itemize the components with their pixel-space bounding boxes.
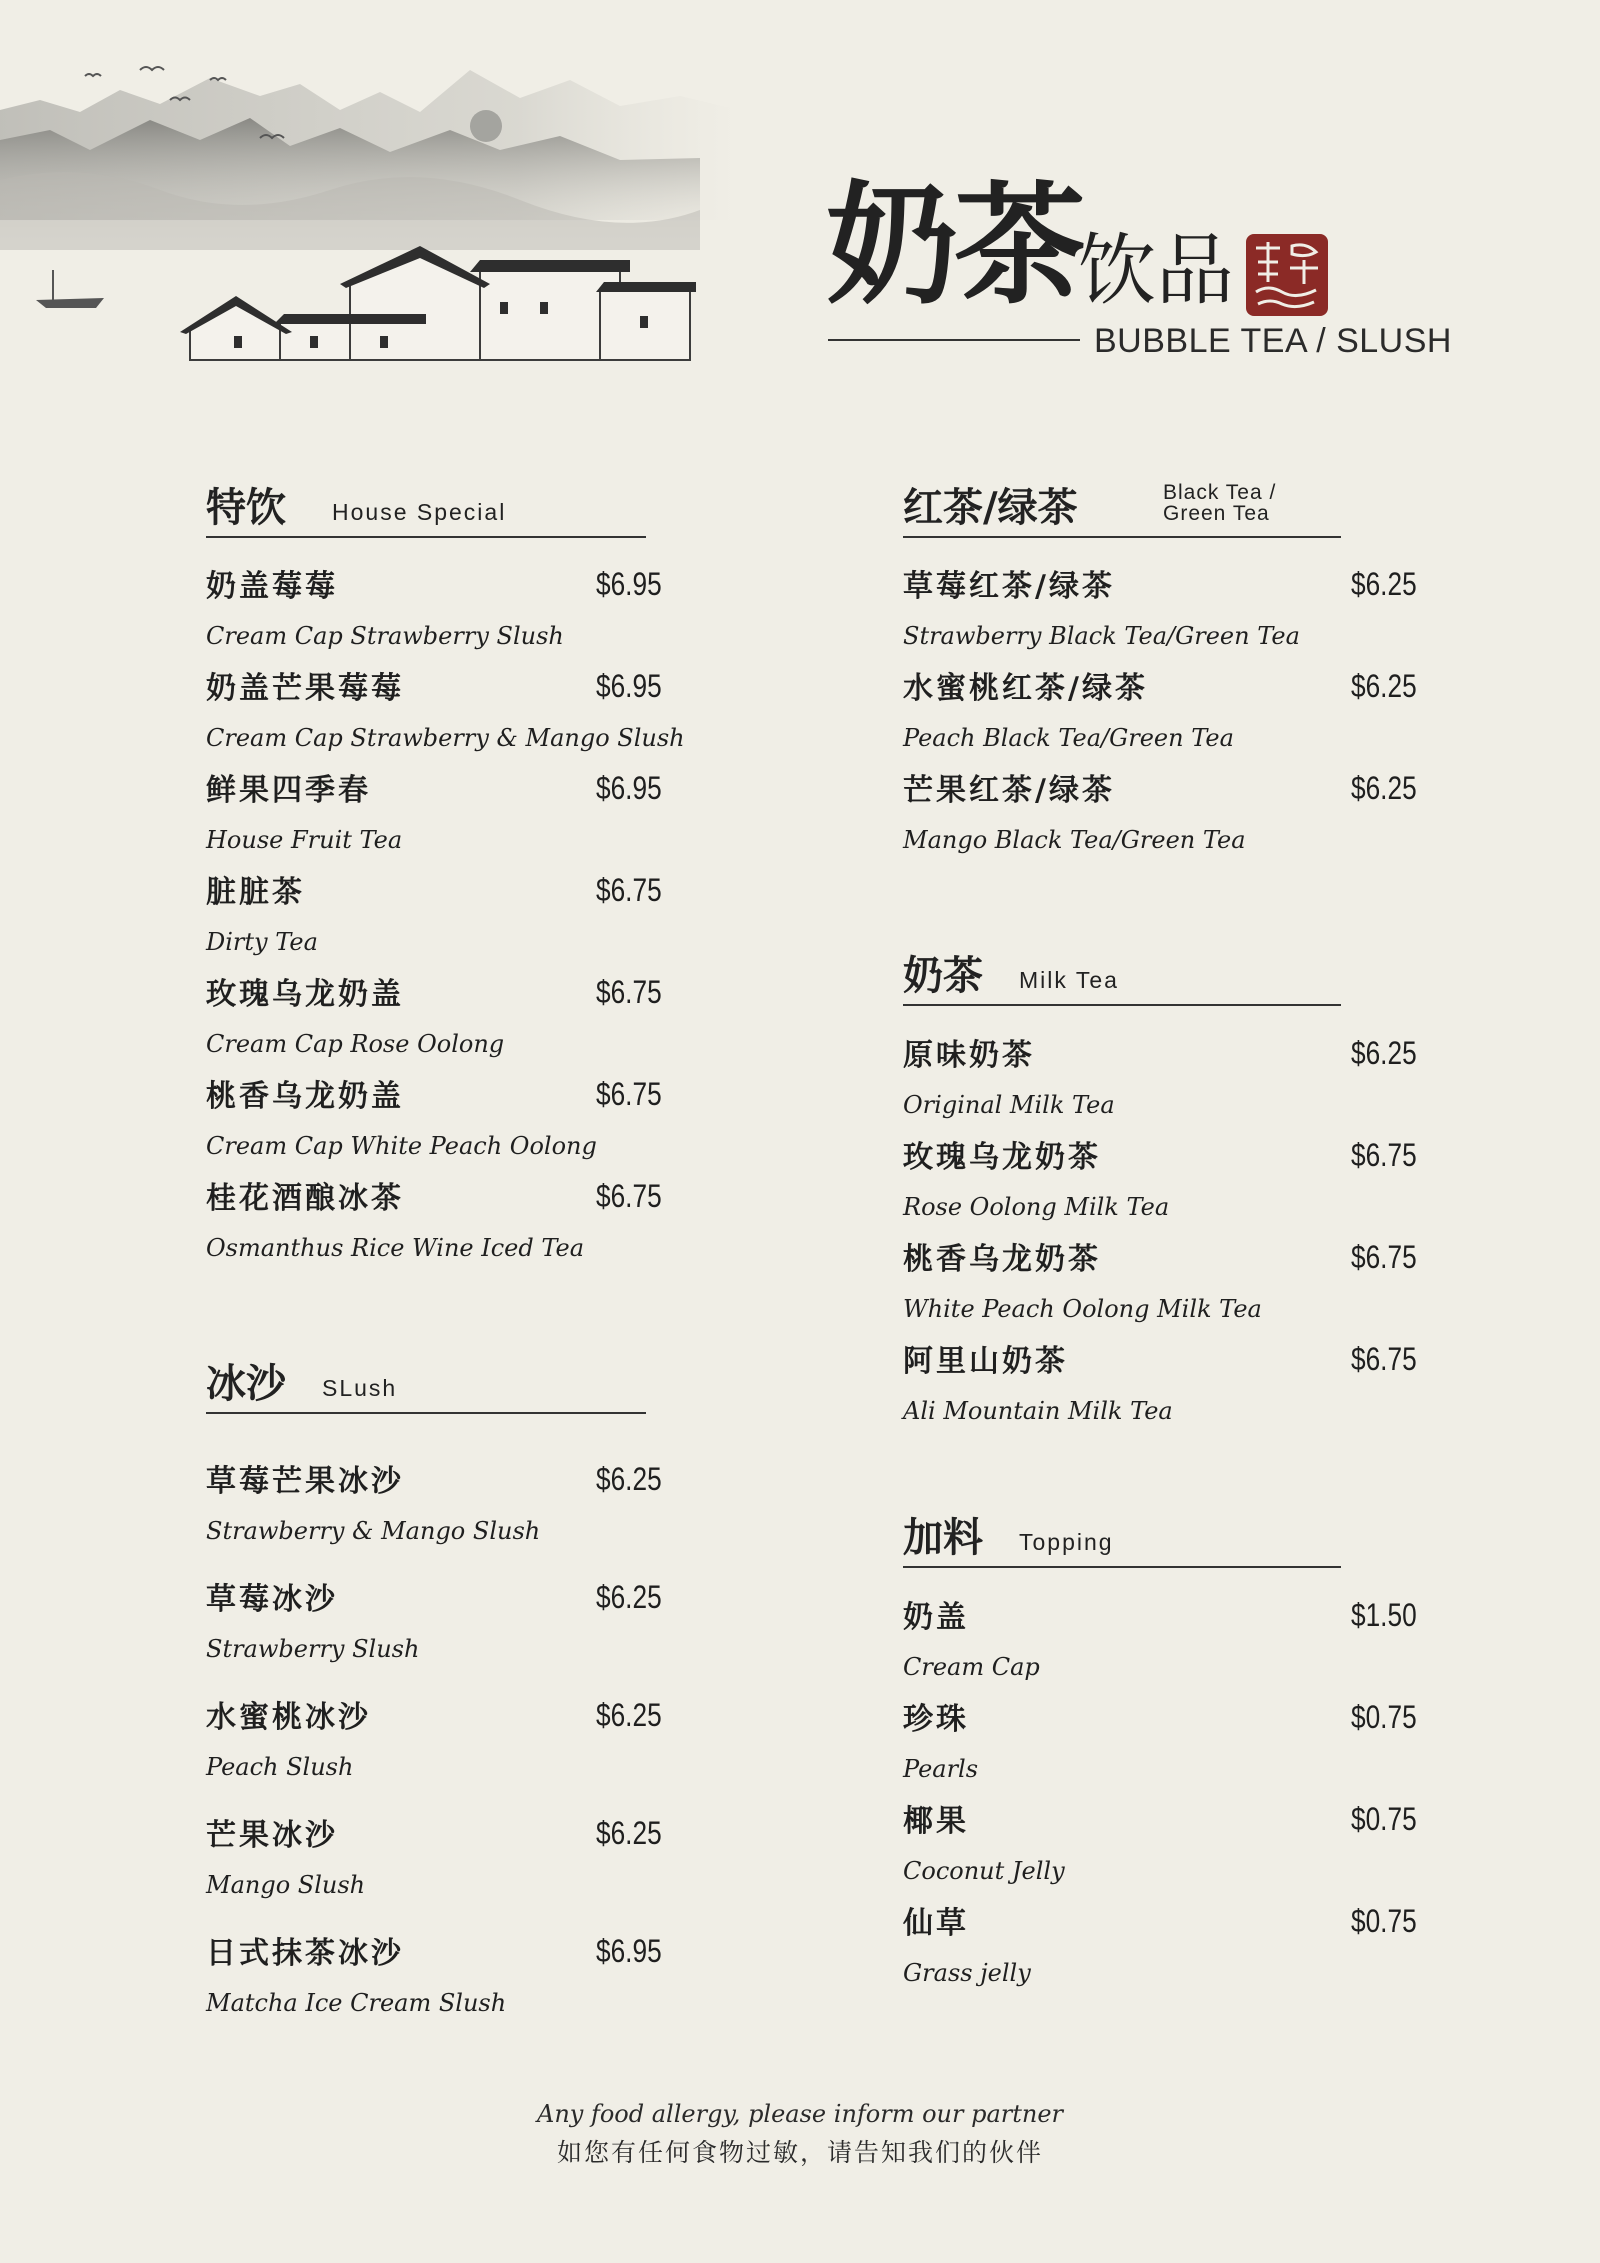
item-price: $6.75 <box>1351 1341 1417 1377</box>
section-title-cn: 特饮 <box>206 484 286 531</box>
item-name-en: Mango Black Tea/Green Tea <box>903 826 1246 854</box>
allergy-note-cn: 如您有任何食物过敏，请告知我们的伙伴 <box>556 2138 1043 2167</box>
item-name-en: Grass jelly <box>903 1959 1031 1987</box>
item-name-cn: 草莓芒果冰沙 <box>206 1464 404 1499</box>
item-price: $6.25 <box>1351 1035 1417 1071</box>
section-title-cn: 冰沙 <box>206 1360 286 1407</box>
item-price: $6.95 <box>596 1933 662 1969</box>
item-name-cn: 仙草 <box>903 1906 969 1941</box>
item-price: $6.95 <box>596 770 662 806</box>
item-name-en: Strawberry Slush <box>206 1635 420 1663</box>
item-name-en: Pearls <box>903 1755 979 1783</box>
item-price: $6.25 <box>1351 566 1417 602</box>
section-title-en: Black Tea / Green Tea <box>1163 481 1277 525</box>
section-divider <box>206 1412 646 1414</box>
item-name-cn: 玫瑰乌龙奶盖 <box>206 977 404 1012</box>
item-name-cn: 珍珠 <box>903 1702 969 1737</box>
section-divider <box>903 1566 1341 1568</box>
item-name-en: Coconut Jelly <box>903 1857 1065 1885</box>
item-name-cn: 原味奶茶 <box>903 1038 1035 1073</box>
section-title-en: Topping <box>1019 1529 1114 1555</box>
item-name-cn: 脏脏茶 <box>206 875 305 910</box>
item-price: $6.75 <box>596 872 662 908</box>
section-header-topping <box>903 1504 1341 1568</box>
item-name-cn: 奶盖芒果莓莓 <box>206 671 404 706</box>
item-name-cn: 草莓冰沙 <box>206 1582 338 1617</box>
item-name-en: Peach Black Tea/Green Tea <box>903 724 1234 752</box>
section-header-slush <box>206 1350 646 1414</box>
item-price: $6.75 <box>1351 1239 1417 1275</box>
item-name-en: Cream Cap Strawberry & Mango Slush <box>206 724 685 752</box>
section-title-cn: 奶茶 <box>903 952 983 999</box>
section-divider <box>206 536 646 538</box>
item-price: $6.25 <box>596 1815 662 1851</box>
red-seal-stamp-icon <box>1246 234 1328 316</box>
title-chinese-sub: 饮品 <box>1078 226 1235 316</box>
item-name-cn: 水蜜桃红茶/绿茶 <box>903 671 1148 706</box>
item-price: $6.75 <box>596 974 662 1010</box>
item-price: $6.75 <box>596 1076 662 1112</box>
item-price: $6.25 <box>1351 668 1417 704</box>
item-name-en: White Peach Oolong Milk Tea <box>903 1295 1262 1323</box>
allergy-note-en: Any food allergy, please inform our partner <box>536 2100 1064 2128</box>
section-title-en: SLush <box>322 1375 398 1401</box>
item-price: $0.75 <box>1351 1801 1417 1837</box>
item-name-en: House Fruit Tea <box>206 826 403 854</box>
item-price: $6.75 <box>596 1178 662 1214</box>
item-name-en: Cream Cap Rose Oolong <box>206 1030 505 1058</box>
section-title-cn: 加料 <box>903 1514 983 1561</box>
title-underline <box>828 339 1080 341</box>
item-name-en: Cream Cap White Peach Oolong <box>206 1132 597 1160</box>
item-name-en: Strawberry & Mango Slush <box>206 1517 541 1545</box>
section-title-en: House Special <box>332 499 507 525</box>
item-name-en: Dirty Tea <box>206 928 318 956</box>
section-title-en: Milk Tea <box>1019 967 1119 993</box>
ink-landscape-illustration <box>0 40 740 370</box>
section-divider <box>903 1004 1341 1006</box>
item-name-en: Original Milk Tea <box>903 1091 1115 1119</box>
item-name-cn: 椰果 <box>903 1804 969 1839</box>
item-name-cn: 奶盖莓莓 <box>206 569 338 604</box>
item-name-cn: 奶盖 <box>903 1600 969 1635</box>
item-name-en: Osmanthus Rice Wine Iced Tea <box>206 1234 585 1262</box>
section-header-black-green-tea <box>903 474 1341 538</box>
item-name-en: Matcha Ice Cream Slush <box>206 1989 507 2017</box>
item-price: $6.95 <box>596 566 662 602</box>
item-price: $6.25 <box>596 1579 662 1615</box>
section-title-cn: 红茶/绿茶 <box>903 484 1078 531</box>
item-price: $6.25 <box>596 1697 662 1733</box>
item-name-cn: 水蜜桃冰沙 <box>206 1700 371 1735</box>
item-name-cn: 芒果红茶/绿茶 <box>903 773 1115 808</box>
item-name-en: Strawberry Black Tea/Green Tea <box>903 622 1300 650</box>
item-price: $0.75 <box>1351 1699 1417 1735</box>
item-price: $6.95 <box>596 668 662 704</box>
item-price: $0.75 <box>1351 1903 1417 1939</box>
item-name-cn: 草莓红茶/绿茶 <box>903 569 1115 604</box>
item-price: $1.50 <box>1351 1597 1417 1633</box>
title-english: BUBBLE TEA / SLUSH <box>1094 322 1452 360</box>
item-name-cn: 桂花酒酿冰茶 <box>206 1181 404 1216</box>
title-chinese-main: 奶茶 <box>826 168 1082 323</box>
item-name-en: Mango Slush <box>206 1871 366 1899</box>
item-name-cn: 玫瑰乌龙奶茶 <box>903 1140 1101 1175</box>
section-header-house-special <box>206 474 646 538</box>
item-name-cn: 阿里山奶茶 <box>903 1344 1068 1379</box>
item-name-cn: 桃香乌龙奶盖 <box>206 1079 404 1114</box>
item-price: $6.75 <box>1351 1137 1417 1173</box>
item-name-en: Rose Oolong Milk Tea <box>903 1193 1170 1221</box>
item-price: $6.25 <box>1351 770 1417 806</box>
item-name-cn: 日式抹茶冰沙 <box>206 1936 404 1971</box>
item-name-cn: 桃香乌龙奶茶 <box>903 1242 1101 1277</box>
item-price: $6.25 <box>596 1461 662 1497</box>
section-header-milk-tea <box>903 942 1341 1006</box>
item-name-cn: 鲜果四季春 <box>206 773 371 808</box>
item-name-cn: 芒果冰沙 <box>206 1818 338 1853</box>
item-name-en: Peach Slush <box>206 1753 354 1781</box>
item-name-en: Ali Mountain Milk Tea <box>903 1397 1173 1425</box>
item-name-en: Cream Cap <box>903 1653 1040 1681</box>
item-name-en: Cream Cap Strawberry Slush <box>206 622 564 650</box>
section-divider <box>903 536 1341 538</box>
